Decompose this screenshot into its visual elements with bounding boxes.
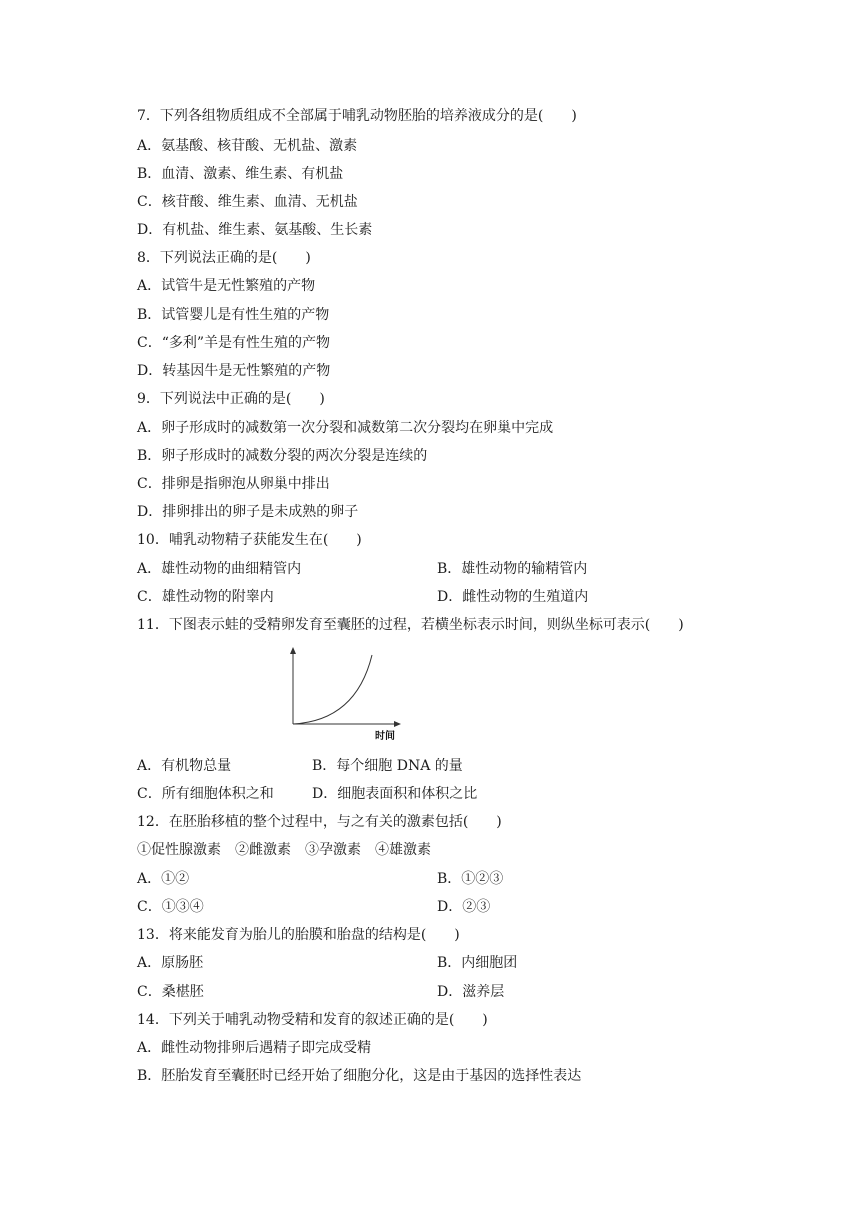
growth-curve <box>293 655 372 724</box>
question-11-option-d: D．细胞表面积和体积之比 <box>312 786 478 802</box>
question-13-stem: 13．将来能发育为胎儿的胎膜和胎盘的结构是( ) <box>137 927 460 943</box>
question-8-option-a: A．试管牛是无性繁殖的产物 <box>137 278 316 294</box>
growth-curve-svg <box>285 644 410 744</box>
question-11-option-c: C．所有细胞体积之和 <box>137 786 274 802</box>
question-14-stem: 14．下列关于哺乳动物受精和发育的叙述正确的是( ) <box>137 1012 488 1028</box>
question-13-option-b: B．内细胞团 <box>437 955 518 971</box>
question-7-option-a: A．氨基酸、核苷酸、无机盐、激素 <box>137 138 358 154</box>
question-7-stem: 7．下列各组物质组成不全部属于哺乳动物胚胎的培养液成分的是( ) <box>137 108 577 124</box>
question-14-option-a: A．雌性动物排卵后遇精子即完成受精 <box>137 1040 372 1056</box>
question-9-option-c: C．排卵是指卵泡从卵巢中排出 <box>137 476 330 492</box>
question-12-stem: 12．在胚胎移植的整个过程中，与之有关的激素包括( ) <box>137 814 502 830</box>
question-13-option-a: A．原肠胚 <box>137 955 204 971</box>
question-13-option-c: C．桑椹胚 <box>137 984 204 1000</box>
question-10-option-c: C．雄性动物的附睾内 <box>137 589 274 605</box>
question-7-option-c: C．核苷酸、维生素、血清、无机盐 <box>137 194 358 210</box>
question-9-stem: 9．下列说法中正确的是( ) <box>137 391 325 407</box>
y-axis-arrow <box>290 647 296 654</box>
question-12-option-d: D．②③ <box>437 899 491 915</box>
question-10-option-d: D．雌性动物的生殖道内 <box>437 589 589 605</box>
question-8-option-b: B．试管婴儿是有性生殖的产物 <box>137 307 330 323</box>
question-10-option-a: A．雄性动物的曲细精管内 <box>137 561 302 577</box>
question-12-option-c: C．①③④ <box>137 899 204 915</box>
growth-curve-graph <box>285 644 410 744</box>
question-9-option-b: B．卵子形成时的减数分裂的两次分裂是连续的 <box>137 448 428 464</box>
question-14-option-b: B．胚胎发育至囊胚时已经开始了细胞分化，这是由于基因的选择性表达 <box>137 1068 582 1084</box>
question-12-option-b: B．①②③ <box>437 871 504 887</box>
question-7-option-d: D．有机盐、维生素、氨基酸、生长素 <box>137 222 373 238</box>
question-12-option-a: A．①② <box>137 871 190 887</box>
question-8-stem: 8．下列说法正确的是( ) <box>137 250 311 266</box>
question-12-items: ①促性腺激素 ②雌激素 ③孕激素 ④雄激素 <box>137 842 431 858</box>
graph-x-label: 时间 <box>375 731 395 742</box>
question-10-stem: 10．哺乳动物精子获能发生在( ) <box>137 532 362 548</box>
question-13-option-d: D．滋养层 <box>437 984 505 1000</box>
question-7-option-b: B．血清、激素、维生素、有机盐 <box>137 166 344 182</box>
question-9-option-a: A．卵子形成时的减数第一次分裂和减数第二次分裂均在卵巢中完成 <box>137 420 554 436</box>
question-11-option-b: B．每个细胞 DNA 的量 <box>312 758 463 774</box>
question-9-option-d: D．排卵排出的卵子是未成熟的卵子 <box>137 504 359 520</box>
question-8-option-d: D．转基因牛是无性繁殖的产物 <box>137 363 331 379</box>
question-11-option-a: A．有机物总量 <box>137 758 232 774</box>
question-10-option-b: B．雄性动物的输精管内 <box>437 561 588 577</box>
question-11-stem: 11．下图表示蛙的受精卵发育至囊胚的过程，若横坐标表示时间，则纵坐标可表示( ) <box>137 617 684 633</box>
x-axis-arrow <box>394 721 401 727</box>
question-8-option-c: C．“多利”羊是有性生殖的产物 <box>137 335 331 351</box>
